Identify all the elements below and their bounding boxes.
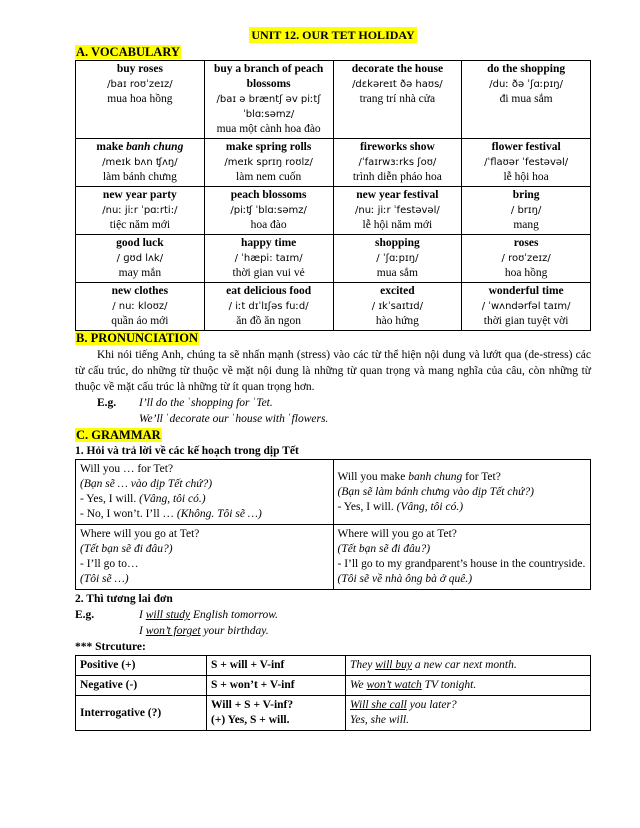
vocab-word: bring <box>512 189 540 201</box>
vocab-cell <box>333 187 462 235</box>
vocab-phonetic: / roʊˈzeɪz/ <box>501 253 551 264</box>
box-text: - No, I won’t. I’ll … <box>80 508 177 520</box>
vocab-word: excited <box>380 285 415 297</box>
vocab-meaning: mua một cành hoa đào <box>216 123 321 135</box>
vocab-word: wonderful time <box>488 285 564 297</box>
grammar-box-2-left <box>76 525 334 590</box>
structure-form-line: Will + S + V-inf? <box>211 699 294 711</box>
vocab-meaning: thời gian tuyệt vời <box>483 315 569 327</box>
structure-row <box>76 676 591 696</box>
vocab-word: good luck <box>116 237 164 249</box>
vocab-phonetic: /duː ðə ˈʃɑːpɪŋ/ <box>489 79 563 90</box>
eg-underlined: will buy <box>375 659 412 671</box>
vocab-meaning: ăn đồ ăn ngon <box>236 315 302 327</box>
vocab-cell <box>462 283 591 331</box>
vocab-phonetic: /meɪk sprɪŋ roʊlz/ <box>224 157 313 168</box>
box-line: (Tết bạn sẽ đi đâu?) <box>80 543 173 555</box>
vocab-cell <box>462 187 591 235</box>
vocab-word: new year festival <box>356 189 439 201</box>
vocab-meaning: làm bánh chưng <box>102 171 177 183</box>
vocab-phonetic: /ˈflaʊər ˈfestəvəl/ <box>484 157 569 168</box>
vocab-word: flower festival <box>491 141 561 153</box>
eg-label: E.g. <box>75 609 95 621</box>
grammar-box-table <box>75 459 591 590</box>
vocab-row <box>76 187 591 235</box>
vocab-word: eat delicious food <box>226 285 312 297</box>
eg-underlined: will study <box>145 609 191 621</box>
eg-text: I <box>139 609 146 621</box>
structure-title: *** Strcuture: <box>75 641 146 653</box>
vocab-row <box>76 139 591 187</box>
box-line: (Tôi sẽ về nhà ông bà ở quê.) <box>337 573 473 585</box>
box-line: - I’ll go to… <box>80 558 139 570</box>
structure-form: S + won’t + V-inf <box>207 676 346 696</box>
structure-example-line: Yes, she will. <box>350 714 410 726</box>
pronunciation-text: Khi nói tiếng Anh, chúng ta sẽ nhấn mạnh (stress) vào các từ thể hiện nội dung và lướt qua (de-stress) các từ cấu trúc, do những từ thuộc về mặt nội dung là những từ quan trọng và mang nghĩa của câu, còn những từ thuộc về mặt cấu trúc là những từ ít quan trọng hơn. <box>75 349 591 393</box>
eg-text: I <box>139 625 146 637</box>
box-text: banh chung <box>408 470 463 483</box>
structure-type: Negative (-) <box>76 676 207 696</box>
vocab-meaning: trình diễn pháo hoa <box>352 171 442 183</box>
vocab-phonetic: /baɪ roʊˈzeɪz/ <box>107 79 173 90</box>
eg-label: E.g. <box>97 397 117 409</box>
vocab-phonetic: /dɛkəreɪt ðə haʊs/ <box>352 79 443 90</box>
vocab-cell <box>333 61 462 139</box>
box-text: (Vâng, tôi có.) <box>396 500 464 513</box>
vocab-phonetic: / iːt dɪˈlɪʃəs fuːd/ <box>228 301 309 312</box>
eg-text: TV tonight. <box>421 679 477 691</box>
vocab-phonetic: /baɪ ə bræntʃ əv piːtʃ ˈblɑːsəmz/ <box>216 94 321 120</box>
grammar-box-2-right <box>333 525 591 590</box>
pron-example-1-text: I’ll do the ˈshopping for ˈTet. <box>139 397 273 409</box>
vocab-phonetic: / ˈʃɑːpɪŋ/ <box>376 253 419 264</box>
box-line: - I’ll go to my grandparent’s house in the countryside. <box>337 558 586 570</box>
grammar-box-1-left <box>76 460 334 525</box>
box-line <box>80 492 329 507</box>
vocab-cell <box>462 61 591 139</box>
vocab-cell <box>333 235 462 283</box>
structure-example <box>346 656 591 676</box>
box-text: (Không. Tôi sẽ …) <box>176 508 262 520</box>
vocab-cell <box>76 283 205 331</box>
vocab-phonetic: /piːʧ ˈblɑːsəmz/ <box>230 205 307 216</box>
tense-example-2 <box>75 623 591 639</box>
vocab-phonetic: / ˈwʌndərfəl taɪm/ <box>481 301 571 312</box>
vocab-meaning: lễ hội hoa <box>503 171 549 183</box>
pron-example-1 <box>75 395 591 411</box>
vocab-word: decorate the house <box>351 63 444 75</box>
vocabulary-table <box>75 60 591 331</box>
pron-example-2 <box>75 411 591 427</box>
box-text: - Yes, I will. <box>337 500 397 513</box>
eg-text: They <box>350 659 376 671</box>
box-line: Where will you go at Tet? <box>337 528 457 540</box>
eg-underlined: Will she call <box>350 699 407 711</box>
structure-row-interrogative <box>76 696 591 731</box>
structure-example <box>346 676 591 696</box>
eg-text: We <box>350 679 367 691</box>
vocab-word: make spring rolls <box>225 141 312 153</box>
vocab-phonetic: / ˈhæpi: taɪm/ <box>234 253 303 264</box>
vocab-word: do the shopping <box>487 63 566 75</box>
pron-heading-row <box>75 331 591 346</box>
vocab-word: roses <box>513 237 539 249</box>
box-line: Where will you go at Tet? <box>80 528 200 540</box>
title-row <box>75 28 591 45</box>
pronunciation-heading: B. PRONUNCIATION <box>76 331 198 345</box>
structure-example-line <box>350 698 586 713</box>
vocab-meaning: lễ hội năm mới <box>362 219 433 231</box>
box-line: (Bạn sẽ … vào dịp Tết chứ?) <box>80 478 213 490</box>
vocab-cell <box>76 235 205 283</box>
vocab-meaning: thời gian vui vẻ <box>232 267 305 279</box>
box-text: for Tet? <box>462 470 501 483</box>
vocab-cell <box>462 235 591 283</box>
grammar-box-1-right <box>333 460 591 525</box>
structure-type: Interrogative (?) <box>76 696 207 731</box>
vocab-cell <box>204 139 333 187</box>
grammar-sub-2: 2. Thì tương lai đơn <box>75 593 173 605</box>
structure-form-line: (+) Yes, S + will. <box>211 714 290 726</box>
vocab-cell <box>333 139 462 187</box>
box-text: (Vâng, tôi có.) <box>139 493 206 505</box>
eg-underlined: won’t forget <box>145 625 201 637</box>
vocab-meaning: trang trí nhà cửa <box>359 93 436 105</box>
eg-underlined: won’t watch <box>366 679 422 691</box>
vocab-row <box>76 283 591 331</box>
vocab-phonetic: / nuː kloʊz/ <box>112 301 168 312</box>
pron-example-2-text: We’ll ˈdecorate our ˈhouse with ˈflowers. <box>139 413 329 425</box>
vocab-heading: A. VOCABULARY <box>76 45 180 59</box>
vocab-meaning: làm nem cuốn <box>236 171 302 183</box>
vocab-meaning: hoa hồng <box>504 267 548 279</box>
eg-text: your birthday. <box>200 625 269 637</box>
eg-text: English tomorrow. <box>190 609 278 621</box>
structure-form: S + will + V-inf <box>207 656 346 676</box>
structure-row <box>76 656 591 676</box>
vocab-cell <box>462 139 591 187</box>
box-line <box>80 507 329 522</box>
vocab-cell <box>204 283 333 331</box>
vocab-phonetic: /nuː jiːr ˈpɑːrti:/ <box>102 205 178 216</box>
vocab-word: new year party <box>102 189 177 201</box>
eg-text: you later? <box>406 699 457 711</box>
box-line: (Tết bạn sẽ đi đâu?) <box>337 543 431 555</box>
vocab-cell <box>76 187 205 235</box>
vocab-meaning: quần áo mới <box>111 315 169 327</box>
vocab-phonetic: / brɪŋ/ <box>510 205 542 216</box>
vocab-cell <box>76 139 205 187</box>
vocab-cell <box>204 61 333 139</box>
vocab-cell <box>333 283 462 331</box>
vocab-phonetic: /nuː jiːr ˈfestəvəl/ <box>355 205 440 216</box>
vocab-phonetic: / ɪkˈsaɪtɪd/ <box>371 301 423 312</box>
vocab-word: buy a branch of peach blossoms <box>213 63 324 90</box>
eg-text: a new car next month. <box>411 659 517 671</box>
grammar-sub-1: 1. Hỏi và trả lời về các kế hoạch trong dịp Tết <box>75 445 299 457</box>
grammar-box-row-2 <box>76 525 591 590</box>
box-text: - Yes, I will. <box>80 493 140 505</box>
vocab-phonetic: /meɪk bʌn ʧʌŋ/ <box>102 157 178 168</box>
vocab-meaning: tiệc năm mới <box>109 219 171 231</box>
box-line <box>338 470 587 485</box>
tense-example-1 <box>75 607 591 623</box>
worksheet-page <box>75 28 591 731</box>
box-text: Will you make <box>337 470 409 483</box>
vocab-meaning: hoa đào <box>250 219 287 231</box>
grammar-heading-row <box>75 428 591 443</box>
vocab-phonetic: / ɡʊd lʌk/ <box>116 253 164 264</box>
grammar-heading: C. GRAMMAR <box>76 428 161 442</box>
vocab-word <box>78 140 202 155</box>
vocab-word: buy roses <box>116 63 163 75</box>
unit-title: UNIT 12. OUR TET HOLIDAY <box>251 28 415 42</box>
vocab-meaning: mua hoa hồng <box>107 93 173 105</box>
vocab-row <box>76 61 591 139</box>
vocab-word: happy time <box>240 237 297 249</box>
grammar-box-row-1 <box>76 460 591 525</box>
vocab-meaning: mua sắm <box>376 267 418 279</box>
vocab-phonetic: /ˈfaɪrwɜːrks ʃoʊ/ <box>358 157 437 168</box>
vocab-word: peach blossoms <box>230 189 307 201</box>
box-line: (Bạn sẽ làm bánh chưng vào dịp Tết chứ?) <box>337 485 535 498</box>
vocab-meaning: đi mua sắm <box>499 93 553 105</box>
structure-form <box>207 696 346 731</box>
vocab-cell <box>76 61 205 139</box>
vocab-meaning: hào hứng <box>375 315 419 327</box>
vocab-word-part: make <box>96 141 127 153</box>
vocab-word: new clothes <box>111 285 169 297</box>
vocab-row <box>76 235 591 283</box>
vocab-word-part: banh chung <box>126 141 184 153</box>
vocab-word: fireworks show <box>359 141 435 153</box>
structure-type: Positive (+) <box>76 656 207 676</box>
box-line: (Tôi sẽ …) <box>80 573 129 585</box>
box-line: Will you … for Tet? <box>80 463 174 475</box>
box-line <box>338 500 587 515</box>
vocab-meaning: mang <box>513 219 539 231</box>
vocab-cell <box>204 187 333 235</box>
vocab-meaning: may mắn <box>118 267 162 279</box>
structure-table <box>75 655 591 731</box>
vocab-heading-row <box>75 45 591 60</box>
vocab-word: shopping <box>374 237 420 249</box>
vocab-cell <box>204 235 333 283</box>
structure-example <box>346 696 591 731</box>
